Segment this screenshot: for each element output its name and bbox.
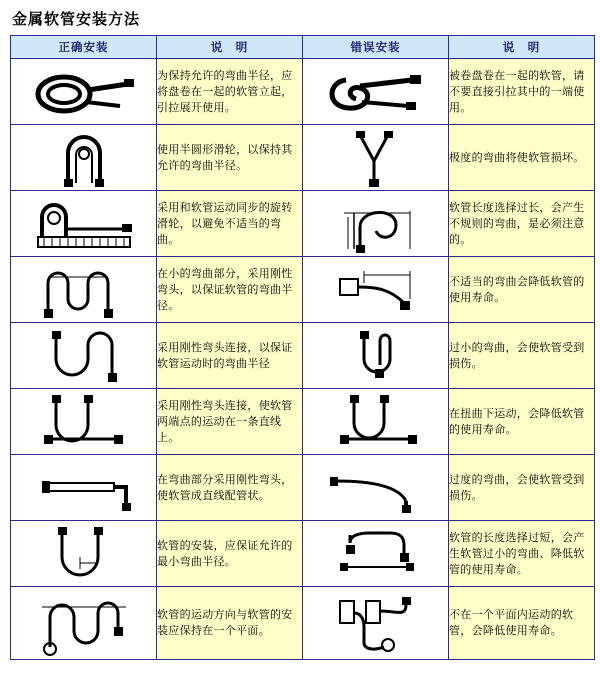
description-wrong: 不适当的弯曲会降低软管的使用寿命。	[449, 257, 595, 323]
description-wrong: 软管的长度选择过短，会产生软管过小的弯曲、降低软管的使用寿命。	[449, 521, 595, 587]
description-correct: 软管的运动方向与软管的安装应保持在一个平面。	[157, 587, 303, 660]
illustration-wrong	[303, 323, 449, 389]
installation-methods-table	[10, 35, 595, 660]
illustration-wrong	[303, 191, 449, 257]
header-wrong-install: 错误安装	[303, 36, 449, 59]
description-correct: 使用半圆形滑轮，以保持其允许的弯曲半径。	[157, 125, 303, 191]
coiled-hose-flat-icon	[11, 62, 156, 122]
illustration-wrong	[303, 257, 449, 323]
straight-pipe-with-elbow-icon	[11, 457, 156, 519]
rigid-elbow-straight-line-icon	[11, 391, 156, 453]
header-wrong-description: 说 明	[449, 36, 595, 59]
description-wrong: 不在一个平面内运动的软管，会降低使用寿命。	[449, 587, 595, 660]
description-correct: 采用刚性弯头连接，使软管两端点的运动在一条直线上。	[157, 389, 303, 455]
description-correct: 采用和软管运动同步的旋转滑轮，以避免不适当的弯曲。	[157, 191, 303, 257]
description-correct: 在小的弯曲部分，采用刚性弯头，以保证软管的弯曲半径。	[157, 257, 303, 323]
illustration-wrong	[303, 59, 449, 125]
tight-u-bend-icon	[303, 325, 448, 387]
illustration-correct	[11, 59, 157, 125]
illustration-correct	[11, 455, 157, 521]
description-wrong: 极度的弯曲将使软管损坏。	[449, 125, 595, 191]
table-row	[11, 587, 595, 660]
table-row	[11, 257, 595, 323]
rigid-elbow-u-loop-icon	[11, 325, 156, 387]
coiled-hose-pulled-icon	[303, 62, 448, 122]
illustration-correct	[11, 521, 157, 587]
table-row	[11, 191, 595, 257]
illustration-correct	[11, 587, 157, 660]
description-wrong: 在扭曲下运动，会降低软管的使用寿命。	[449, 389, 595, 455]
page-title: 金属软管安装方法	[12, 10, 141, 28]
too-long-hose-square-bend-icon	[303, 523, 448, 585]
illustration-wrong	[303, 455, 449, 521]
minimum-bend-radius-u-icon	[11, 523, 156, 585]
illustration-correct	[11, 257, 157, 323]
header-correct-install: 正确安装	[11, 36, 157, 59]
illustration-wrong	[303, 587, 449, 660]
overbent-hose-icon	[303, 457, 448, 519]
hose-motion-same-plane-icon	[11, 587, 156, 659]
illustration-correct	[11, 389, 157, 455]
hose-excess-length-loop-icon	[303, 193, 448, 255]
illustration-correct	[11, 191, 157, 257]
table-row	[11, 389, 595, 455]
header-correct-description: 说 明	[157, 36, 303, 59]
table-row	[11, 59, 595, 125]
description-wrong: 过度的弯曲，会使软管受到损伤。	[449, 455, 595, 521]
illustration-wrong	[303, 389, 449, 455]
illustration-wrong	[303, 125, 449, 191]
table-row	[11, 323, 595, 389]
table-row	[11, 521, 595, 587]
table-row	[11, 125, 595, 191]
description-correct: 软管的安装，应保证允许的最小弯曲半径。	[157, 521, 303, 587]
hose-over-semicircular-sheave-icon	[11, 127, 156, 189]
illustration-wrong	[303, 521, 449, 587]
illustration-correct	[11, 125, 157, 191]
description-correct: 采用刚性弯头连接，以保证软管运动时的弯曲半径	[157, 323, 303, 389]
description-wrong: 软管长度选择过长，会产生不规则的弯曲，是必须注意的。	[449, 191, 595, 257]
improper-bend-at-fitting-icon	[303, 259, 448, 321]
description-wrong: 被卷盘卷在一起的软管，请不要直接引拉其中的一端使用。	[449, 59, 595, 125]
hose-with-chain-track-icon	[11, 193, 156, 255]
rigid-elbow-small-bend-icon	[11, 259, 156, 321]
illustration-correct	[11, 323, 157, 389]
hose-motion-out-of-plane-icon	[303, 587, 448, 659]
table-header-row	[11, 36, 595, 59]
description-correct: 为保持允许的弯曲半径，应将盘卷在一起的软管立起，引拉展开使用。	[157, 59, 303, 125]
description-correct: 在弯曲部分采用刚性弯头，使软管成直线配管状。	[157, 455, 303, 521]
description-wrong: 过小的弯曲，会使软管受到损伤。	[449, 323, 595, 389]
hose-sharp-vee-bend-icon	[303, 127, 448, 189]
table-row	[11, 455, 595, 521]
twisted-u-hose-icon	[303, 391, 448, 453]
